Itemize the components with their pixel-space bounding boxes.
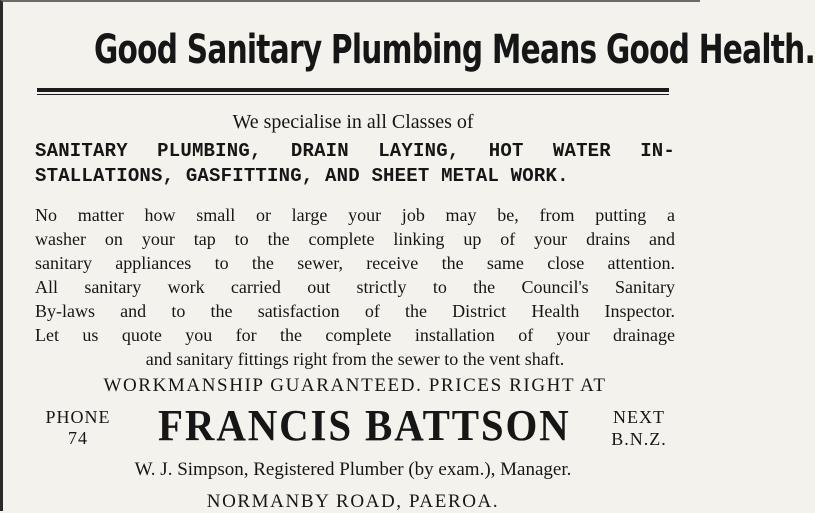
intro-line: We specialise in all Classes of: [232, 111, 474, 133]
location-block: [599, 406, 679, 450]
body-line: All sanitary work carried out strictly to the Council's Sanitary: [35, 277, 675, 297]
body-paragraph: [35, 203, 675, 371]
body-line: sanitary appliances to the sewer, receive the same close attention.: [35, 253, 675, 273]
services-line-2: STALLATIONS, GASFITTING, AND SHEET METAL WORK.: [35, 165, 569, 187]
location-next-label: NEXT: [613, 407, 665, 427]
services-block: [35, 139, 675, 189]
body-line: washer on your tap to the complete linking up of your drains and: [35, 229, 675, 249]
phone-block: [33, 407, 123, 449]
business-name: FRANCIS BATTSON: [158, 401, 571, 450]
body-line: Let us quote you for the complete installation of your drainage: [35, 325, 675, 345]
phone-number: 74: [68, 428, 88, 448]
body-line: No matter how small or large your job may be, from putting a: [35, 205, 675, 225]
body-line: By-laws and to the satisfaction of the District Health Inspector.: [35, 301, 675, 321]
headline-rule-thin: [37, 94, 669, 95]
phone-label: PHONE: [45, 407, 111, 427]
headline-rule-thick: [37, 88, 669, 92]
manager-line: W. J. Simpson, Registered Plumber (by exam.), Manager.: [134, 459, 572, 480]
guarantee-line: WORKMANSHIP GUARANTEED. PRICES RIGHT AT: [103, 375, 607, 396]
headline: Good Sanitary Plumbing Means Good Health.: [94, 27, 815, 73]
location-landmark: B.N.Z.: [611, 429, 667, 449]
body-line: and sanitary fittings right from the sewer to the vent shaft.: [145, 349, 565, 369]
services-line-1: SANITARY PLUMBING, DRAIN LAYING, HOT WATER IN-: [35, 140, 675, 162]
address-line: NORMANBY ROAD, PAEROA.: [206, 491, 500, 512]
